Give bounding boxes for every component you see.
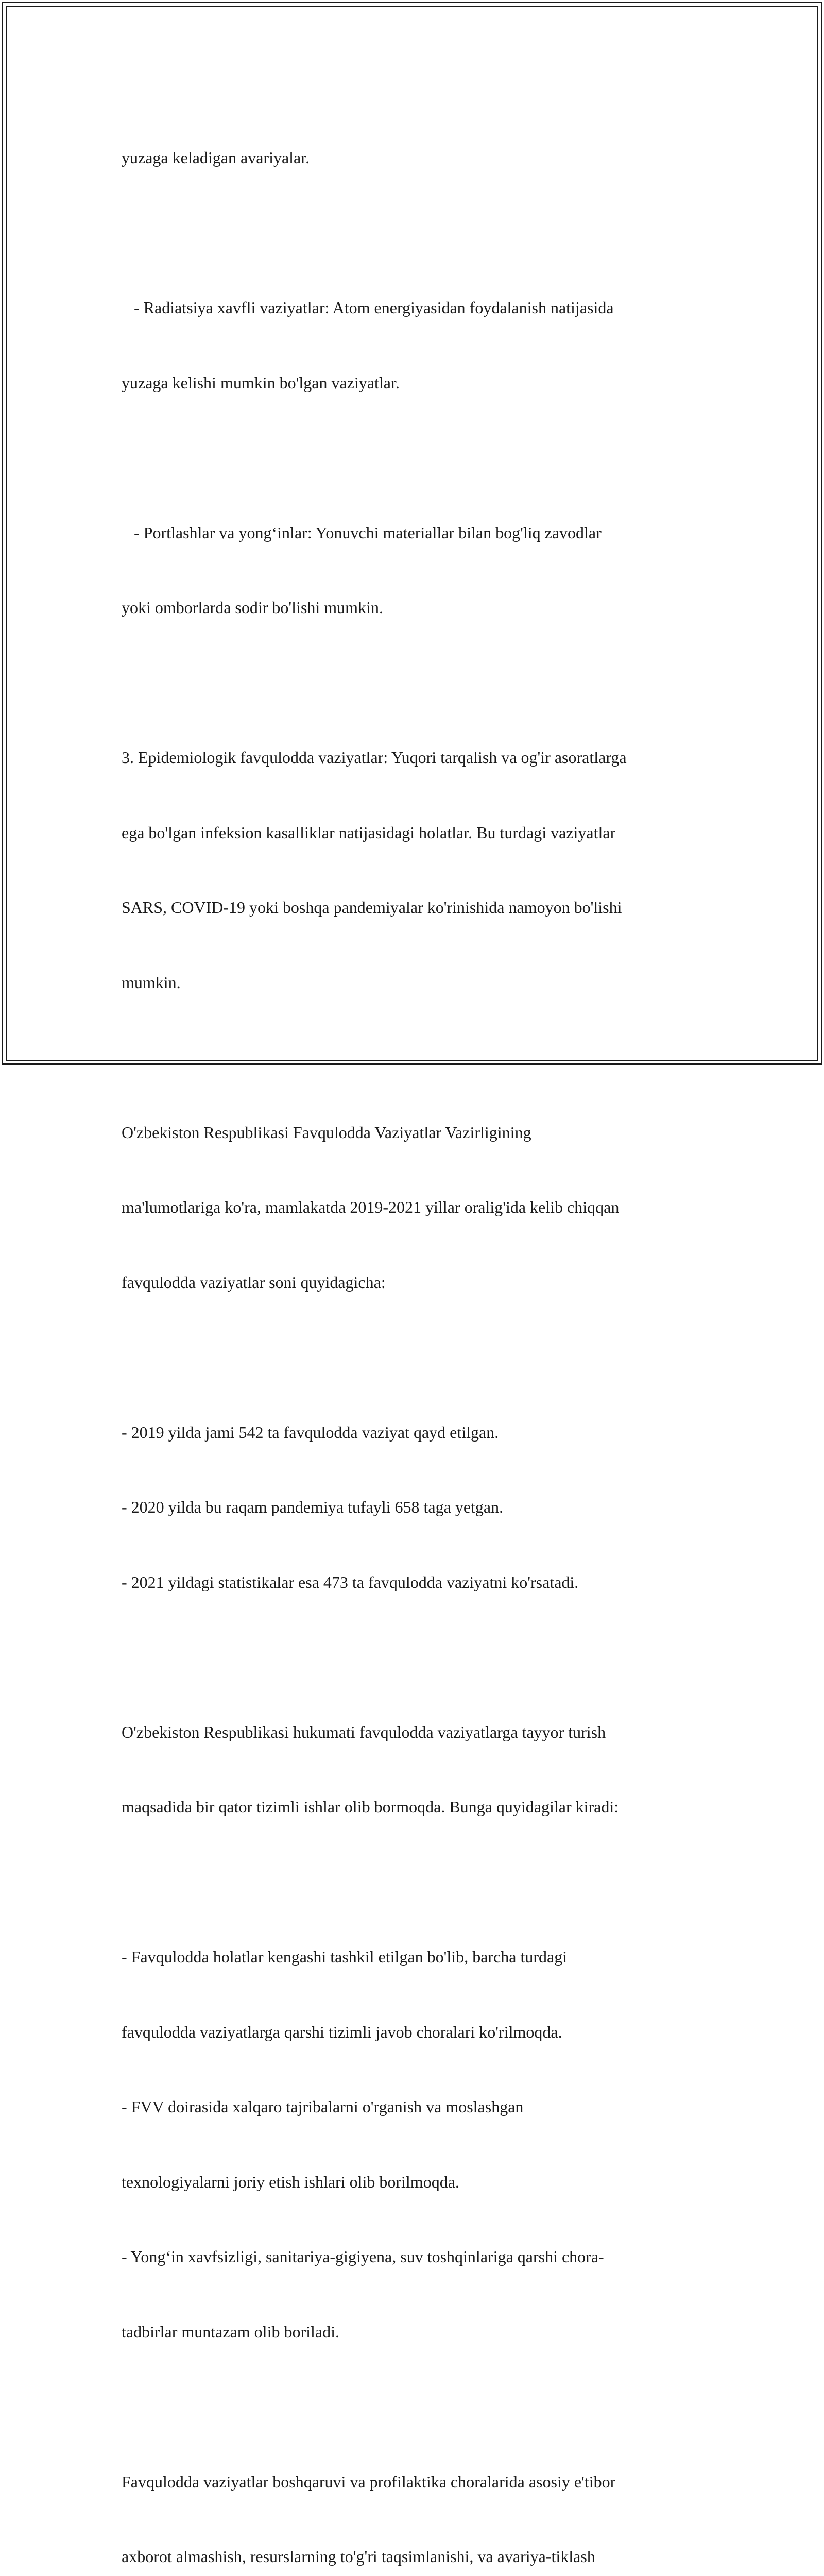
text-line: ega bo'lgan infeksion kasalliklar natijasidagi holatlar. Bu turdagi vaziyatlar — [122, 820, 719, 845]
text-line: mumkin. — [122, 970, 719, 995]
text-line: O'zbekiston Respublikasi Favqulodda Vaziyatlar Vazirligining — [122, 1120, 719, 1145]
text-line: yuzaga keladigan avariyalar. — [122, 145, 719, 171]
text-line: 3. Epidemiologik favqulodda vaziyatlar: Yuqori tarqalish va og'ir asoratlarga — [122, 745, 719, 770]
text-line: O'zbekiston Respublikasi hukumati favqulodda vaziyatlarga tayyor turish — [122, 1720, 719, 1745]
list-item: - 2021 yildagi statistikalar esa 473 ta favqulodda vaziyatni ko'rsatadi. — [122, 1570, 719, 1595]
text-line: favqulodda vaziyatlar soni quyidagicha: — [122, 1270, 719, 1295]
list-item: - Favqulodda holatlar kengashi tashkil etilgan bo'lib, barcha turdagi — [122, 1944, 719, 1970]
list-item: - 2020 yilda bu raqam pandemiya tufayli 658 taga yetgan. — [122, 1495, 719, 1520]
text-line: Favqulodda vaziyatlar boshqaruvi va profilaktika choralarida asosiy e'tibor — [122, 2469, 719, 2495]
paragraph-epidemiologik — [122, 695, 719, 1045]
text-line: tadbirlar muntazam olib boriladi. — [122, 2319, 719, 2345]
text-line: SARS, COVID-19 yoki boshqa pandemiyalar ko'rinishida namoyon bo'lishi — [122, 895, 719, 920]
list-item: - 2019 yilda jami 542 ta favqulodda vaziyat qayd etilgan. — [122, 1420, 719, 1445]
paragraph-fvv-malumotlari — [122, 1070, 719, 1345]
text-line: favqulodda vaziyatlarga qarshi tizimli javob choralari ko'rilmoqda. — [122, 2020, 719, 2045]
text-line: maqsadida bir qator tizimli ishlar olib bormoqda. Bunga quyidagilar kiradi: — [122, 1794, 719, 1820]
paragraph-avariyalar-end — [122, 95, 719, 221]
text-line: ma'lumotlariga ko'ra, mamlakatda 2019-2021 yillar oralig'ida kelib chiqqan — [122, 1195, 719, 1220]
document-body — [122, 95, 719, 2576]
text-line: yoki omborlarda sodir bo'lishi mumkin. — [122, 595, 719, 620]
paragraph-portlashlar — [122, 470, 719, 670]
paragraph-chora-tadbirlar-list — [122, 1894, 719, 2394]
paragraph-hukumat — [122, 1670, 719, 1870]
paragraph-radiatsiya — [122, 245, 719, 445]
text-line: - Radiatsiya xavfli vaziyatlar: Atom energiyasidan foydalanish natijasida — [122, 295, 719, 320]
text-line: - Portlashlar va yong‘inlar: Yonuvchi materiallar bilan bog'liq zavodlar — [122, 520, 719, 546]
text-line: axborot almashish, resurslarning to'g'ri taqsimlanishi, va avariya-tiklash — [122, 2544, 719, 2569]
list-item: - Yong‘in xavfsizligi, sanitariya-gigiyena, suv toshqinlariga qarshi chora- — [122, 2244, 719, 2269]
list-item: - FVV doirasida xalqaro tajribalarni o'rganish va moslashgan — [122, 2094, 719, 2120]
text-line: yuzaga kelishi mumkin bo'lgan vaziyatlar. — [122, 370, 719, 396]
paragraph-statistika-list — [122, 1370, 719, 1645]
paragraph-boshqaruv — [122, 2419, 719, 2576]
text-line: texnologiyalarni joriy etish ishlari olib borilmoqda. — [122, 2170, 719, 2195]
